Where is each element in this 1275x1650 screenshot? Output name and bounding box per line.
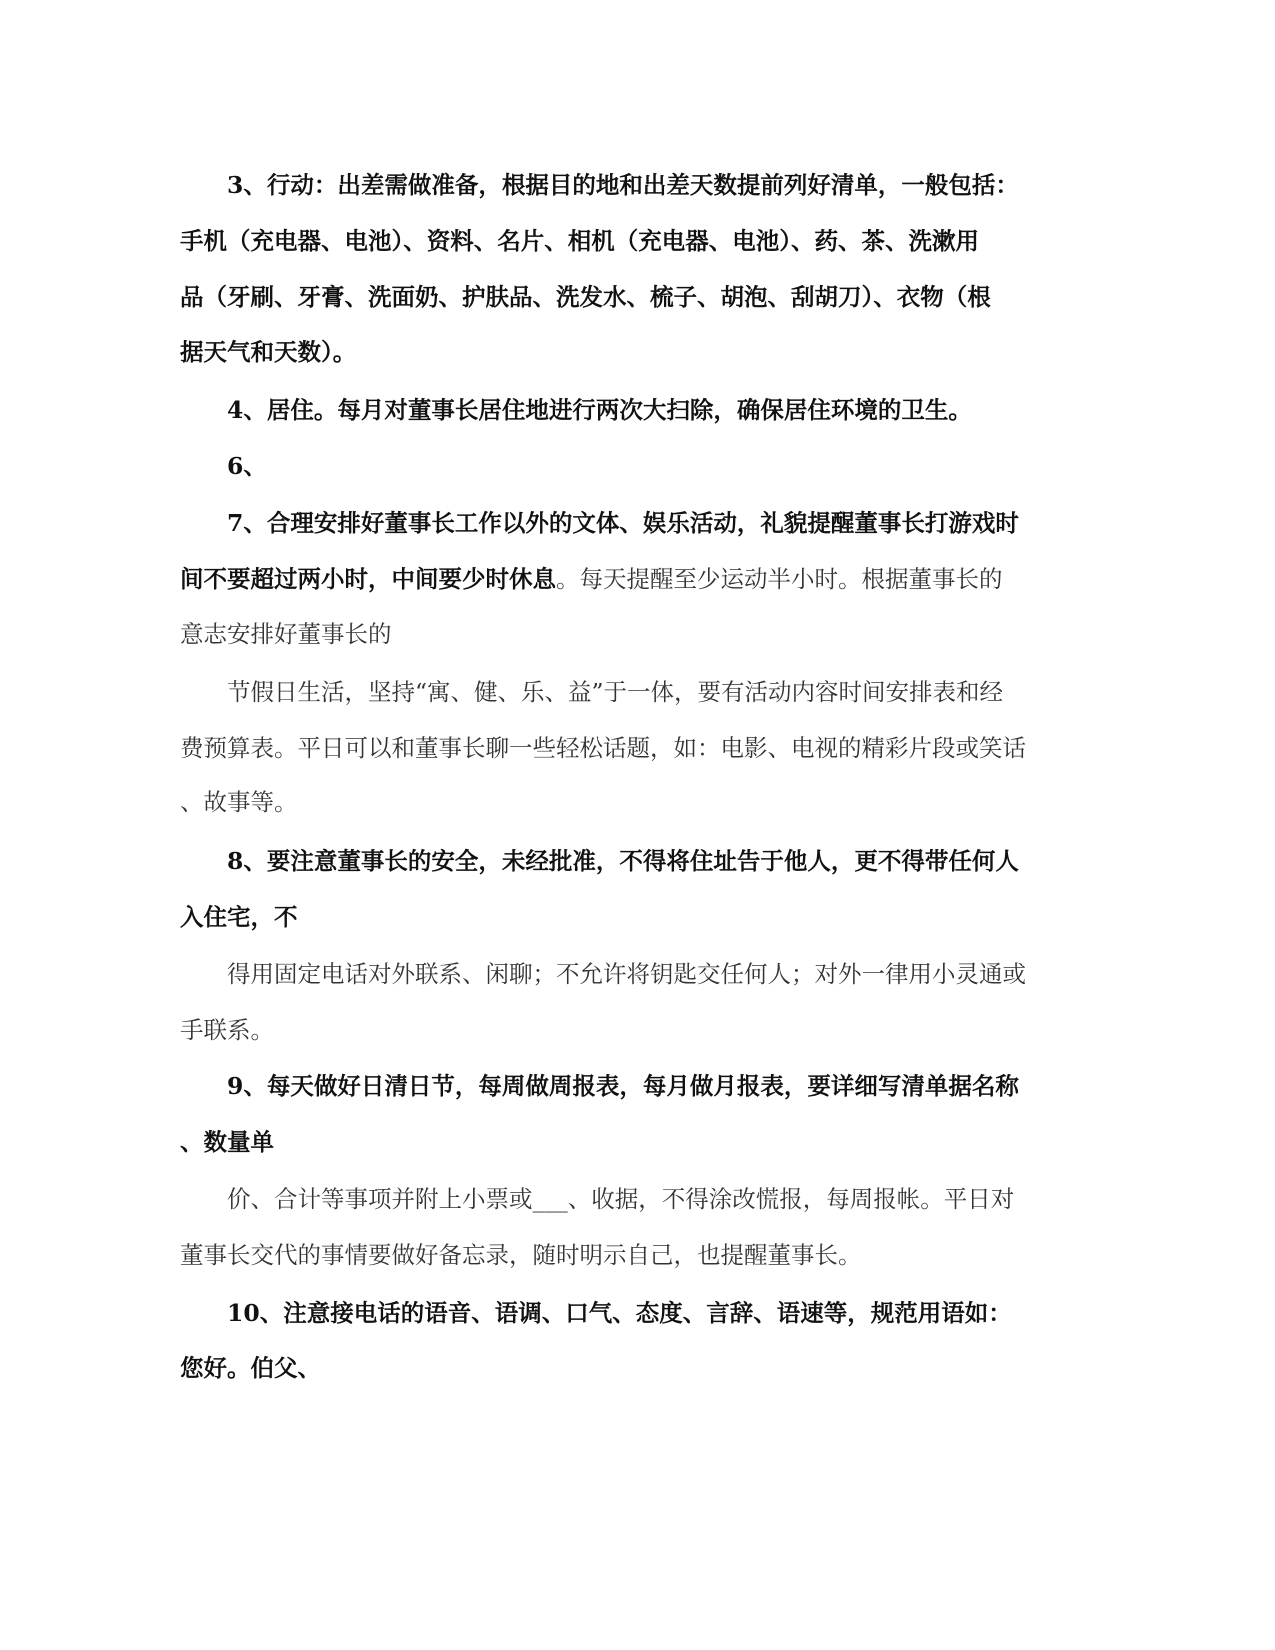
paragraph-10-line: 10、注意接电话的语音、语调、口气、态度、言辞、语速等，规范用语如： bbox=[227, 1299, 1012, 1327]
bold-text: 间不要超过两小时，中间要少时休息 bbox=[180, 565, 556, 593]
paragraph-8b-line: 得用固定电话对外联系、闲聊；不允许将钥匙交任何人；对外一律用小灵通或 bbox=[227, 960, 1026, 988]
paragraph-9b-line: 价、合计等事项并附上小票或___、收据，不得涂改慌报，每周报帐。平日对 bbox=[227, 1185, 1015, 1213]
paragraph-8-line: 8、要注意董事长的安全，未经批准，不得将住址告于他人，更不得带任何人 bbox=[227, 847, 1019, 875]
normal-text: 。每天提醒至少运动半小时。根据董事长的 bbox=[556, 565, 1003, 593]
paragraph-7b-line: 节假日生活，坚持“寓、健、乐、益”于一体，要有活动内容时间安排表和经 bbox=[227, 678, 1004, 706]
paragraph-8-line: 入住宅，不 bbox=[180, 903, 298, 931]
paragraph-10-line: 您好。伯父、 bbox=[180, 1354, 321, 1382]
paragraph-9b-line: 董事长交代的事情要做好备忘录，随时明示自己，也提醒董事长。 bbox=[180, 1241, 862, 1269]
paragraph-7b-line: 费预算表。平日可以和董事长聊一些轻松话题，如：电影、电视的精彩片段或笑话 bbox=[180, 734, 1026, 762]
paragraph-7-line: 7、合理安排好董事长工作以外的文体、娱乐活动，礼貌提醒董事长打游戏时 bbox=[227, 509, 1019, 537]
paragraph-8b-line: 手联系。 bbox=[180, 1016, 274, 1044]
paragraph-7-line bbox=[180, 564, 1003, 594]
paragraph-7b-line: 、故事等。 bbox=[180, 788, 298, 816]
paragraph-3-line: 3、行动：出差需做准备，根据目的地和出差天数提前列好清单，一般包括： bbox=[227, 171, 1019, 199]
paragraph-6-line: 6、 bbox=[227, 452, 267, 480]
paragraph-3-line: 品（牙刷、牙膏、洗面奶、护肤品、洗发水、梳子、胡泡、刮胡刀）、衣物（根 bbox=[180, 283, 991, 311]
paragraph-3-line: 手机（充电器、电池）、资料、名片、相机（充电器、电池）、药、茶、洗漱用 bbox=[180, 227, 979, 255]
paragraph-3-line: 据天气和天数）。 bbox=[180, 338, 357, 366]
paragraph-9-line: 、数量单 bbox=[180, 1128, 274, 1156]
paragraph-9-line: 9、每天做好日清日节，每周做周报表，每月做月报表，要详细写清单据名称 bbox=[227, 1072, 1019, 1100]
paragraph-7-line: 意志安排好董事长的 bbox=[180, 620, 392, 648]
paragraph-4-line: 4、居住。每月对董事长居住地进行两次大扫除，确保居住环境的卫生。 bbox=[227, 396, 972, 424]
